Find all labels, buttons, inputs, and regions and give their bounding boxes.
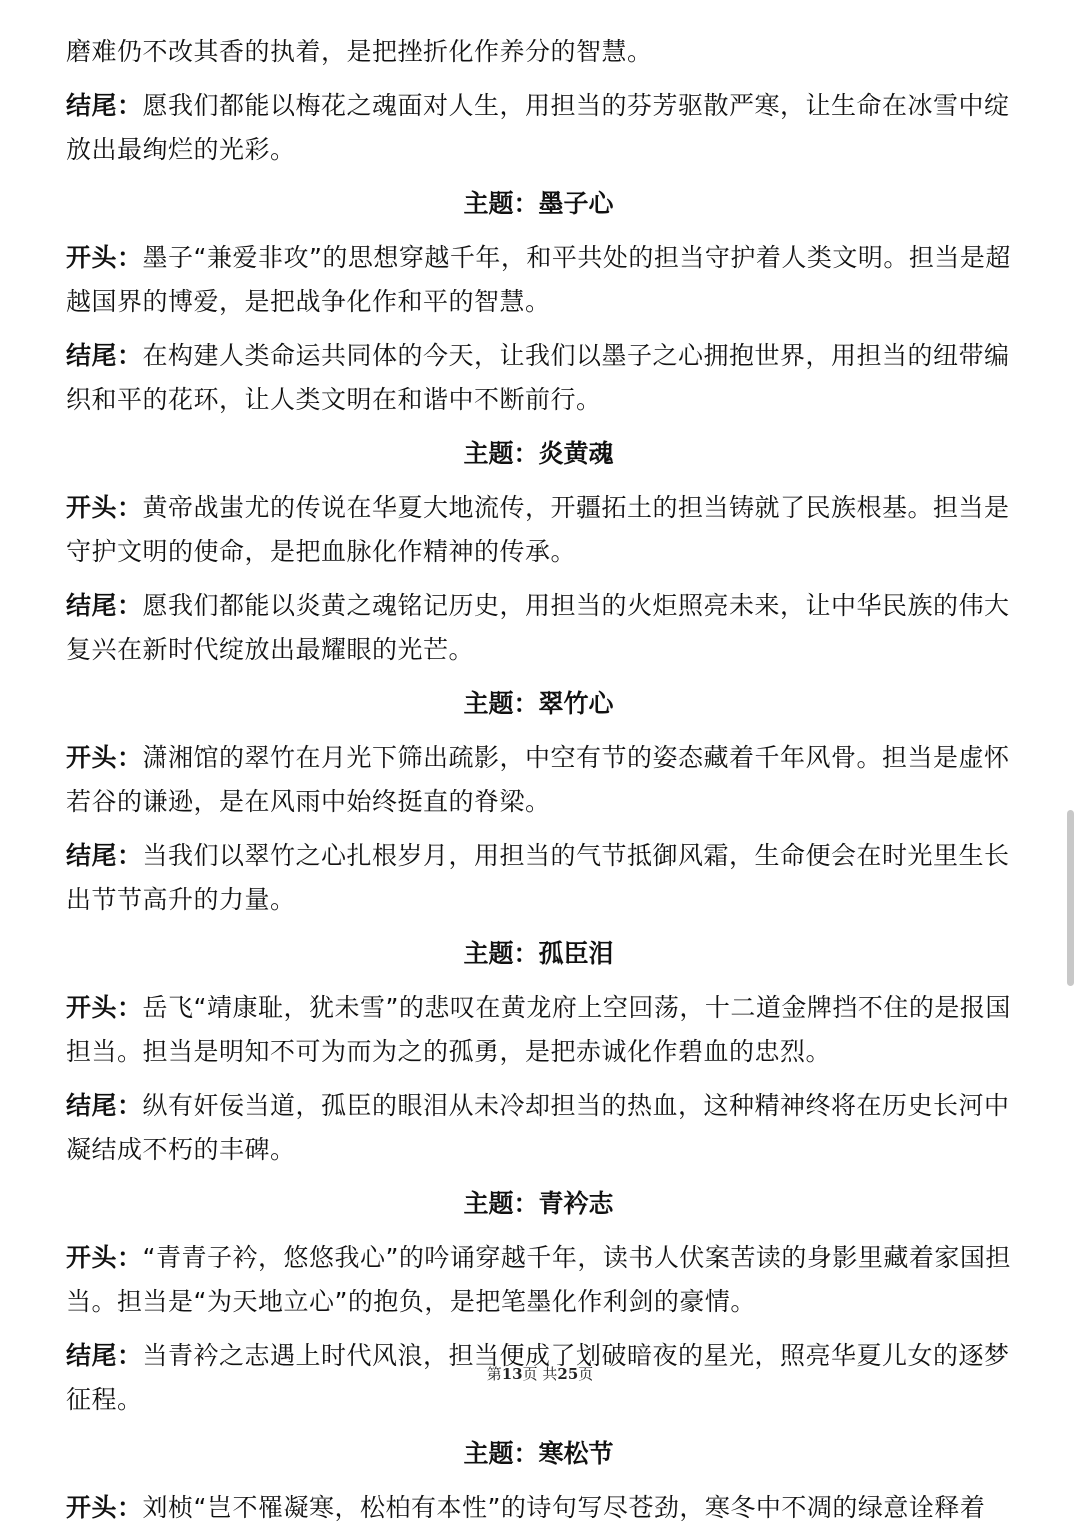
- ending-paragraph: [66, 334, 1011, 422]
- theme-heading: 主题：孤臣泪: [463, 939, 614, 968]
- opening-text: 墨子“兼爱非攻”的思想穿越千年，和平共处的担当守护着人类文明。担当是超越国界的博爱，是把战争化作和平的智慧。: [66, 243, 1011, 316]
- opening-label: 开头：: [66, 493, 143, 522]
- total-page-number: 25: [557, 1365, 579, 1383]
- opening-label: 开头：: [66, 243, 143, 272]
- document-body: [66, 30, 1011, 1540]
- opening-paragraph: [66, 736, 1011, 824]
- ending-label: 结尾：: [66, 591, 143, 620]
- ending-paragraph: [66, 1084, 1011, 1172]
- opening-label: 开头：: [66, 743, 143, 772]
- page-number-footer: [0, 1363, 1080, 1384]
- opening-paragraph: [66, 986, 1011, 1074]
- ending-text: 愿我们都能以梅花之魂面对人生，用担当的芬芳驱散严寒，让生命在冰雪中绽放出最绚烂的光彩。: [66, 91, 1010, 164]
- opening-paragraph: [66, 486, 1011, 574]
- ending-label: 结尾：: [66, 91, 143, 120]
- ending-paragraph: [66, 84, 1011, 172]
- opening-paragraph: [66, 1236, 1011, 1324]
- current-page-number: 13: [501, 1365, 523, 1383]
- ending-label: 结尾：: [66, 341, 143, 370]
- theme-heading: 主题：青衿志: [463, 1189, 614, 1218]
- theme-heading: 主题：炎黄魂: [463, 439, 614, 468]
- opening-text: 刘桢“岂不罹凝寒，松柏有本性”的诗句写尽苍劲，寒冬中不凋的绿意诠释着: [142, 1493, 986, 1522]
- opening-paragraph: [66, 1486, 1011, 1530]
- ending-label: 结尾：: [66, 1091, 143, 1120]
- opening-label: 开头：: [66, 1243, 143, 1272]
- intro-paragraph: 磨难仍不改其香的执着，是把挫折化作养分的智慧。: [66, 37, 653, 66]
- ending-paragraph: [66, 834, 1011, 922]
- opening-text: “青青子衿，悠悠我心”的吟诵穿越千年，读书人伏案苦读的身影里藏着家国担当。担当是“为天地立心”的抱负，是把笔墨化作利剑的豪情。: [66, 1243, 1011, 1316]
- opening-text: 岳飞“靖康耻，犹未雪”的悲叹在黄龙府上空回荡，十二道金牌挡不住的是报国担当。担当是明知不可为而为之的孤勇，是把赤诚化作碧血的忠烈。: [66, 993, 1011, 1066]
- ending-paragraph: [66, 584, 1011, 672]
- footer-prefix: 第: [486, 1365, 502, 1383]
- theme-heading: 主题：翠竹心: [463, 689, 614, 718]
- opening-paragraph: [66, 236, 1011, 324]
- footer-mid: 页 共: [522, 1365, 558, 1383]
- ending-text: 当我们以翠竹之心扎根岁月，用担当的气节抵御风霜，生命便会在时光里生长出节节高升的力量。: [66, 841, 1010, 914]
- theme-heading: 主题：寒松节: [463, 1439, 614, 1468]
- opening-label: 开头：: [66, 993, 143, 1022]
- ending-text: 当青衿之志遇上时代风浪，担当便成了划破暗夜的星光，照亮华夏儿女的逐梦征程。: [66, 1341, 1010, 1414]
- ending-text: 愿我们都能以炎黄之魂铭记历史，用担当的火炬照亮未来，让中华民族的伟大复兴在新时代绽放出最耀眼的光芒。: [66, 591, 1010, 664]
- opening-text: 黄帝战蚩尤的传说在华夏大地流传，开疆拓土的担当铸就了民族根基。担当是守护文明的使命，是把血脉化作精神的传承。: [66, 493, 1010, 566]
- scrollbar-thumb[interactable]: [1067, 810, 1074, 986]
- theme-heading: 主题：墨子心: [463, 189, 614, 218]
- ending-text: 纵有奸佞当道，孤臣的眼泪从未冷却担当的热血，这种精神终将在历史长河中凝结成不朽的丰碑。: [66, 1091, 1010, 1164]
- footer-suffix: 页: [578, 1365, 594, 1383]
- ending-text: 在构建人类命运共同体的今天，让我们以墨子之心拥抱世界，用担当的纽带编织和平的花环，让人类文明在和谐中不断前行。: [66, 341, 1010, 414]
- ending-label: 结尾：: [66, 841, 143, 870]
- ending-label: 结尾：: [66, 1341, 143, 1370]
- opening-text: 潇湘馆的翠竹在月光下筛出疏影，中空有节的姿态藏着千年风骨。担当是虚怀若谷的谦逊，是在风雨中始终挺直的脊梁。: [66, 743, 1010, 816]
- opening-label: 开头：: [66, 1493, 143, 1522]
